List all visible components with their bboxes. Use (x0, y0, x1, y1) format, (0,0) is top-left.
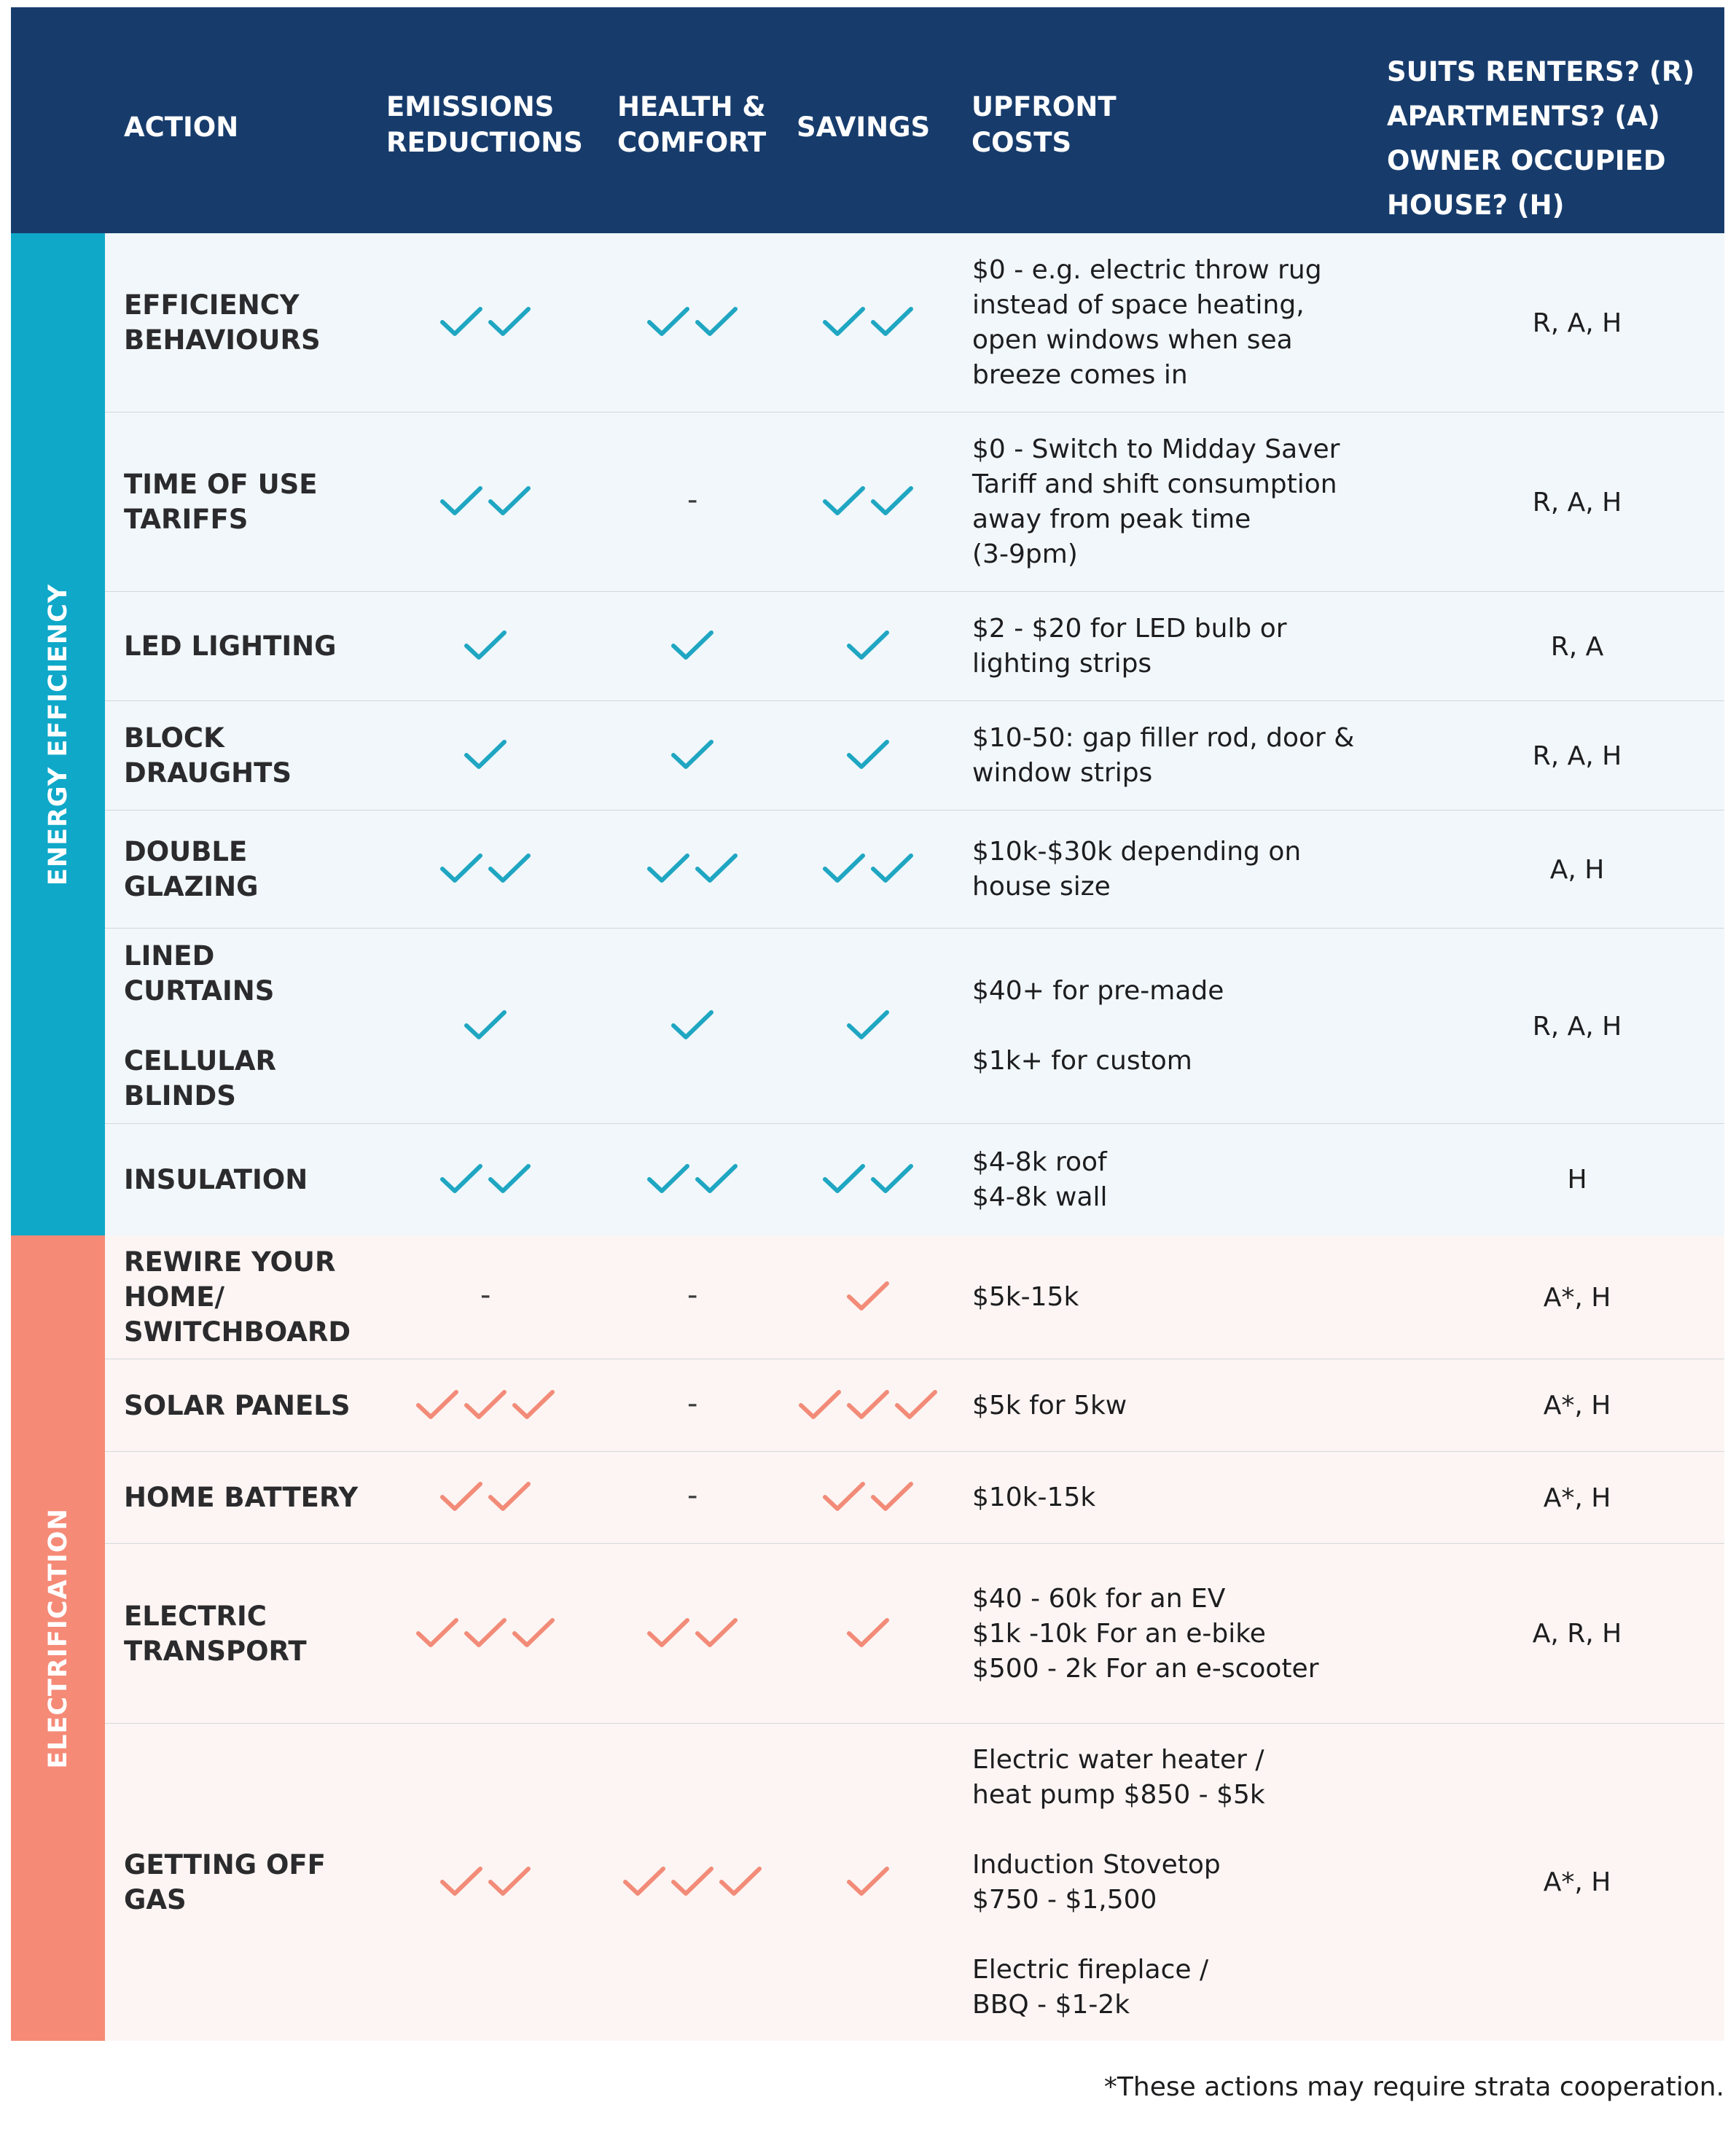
check-icon (825, 309, 863, 334)
header-action: ACTION (124, 112, 239, 143)
action-name: ELECTRIC TRANSPORT (124, 1600, 307, 1667)
suitability: R, A, H (1532, 1011, 1622, 1042)
action-name: TIME OF USE TARIFFS (124, 469, 318, 535)
emissions-rating (415, 1389, 555, 1430)
check-icon (466, 1392, 504, 1417)
header-upfront: UPFRONT COSTS (971, 91, 1117, 158)
check-icon (466, 1012, 504, 1037)
upfront-cost: $0 - e.g. electric throw rug instead of space heating, open windows when sea breeze comes in (972, 255, 1322, 390)
emissions-rating (439, 1163, 531, 1204)
check-icon (649, 1166, 687, 1191)
suitability: A, H (1549, 854, 1605, 885)
check-icon (849, 1620, 887, 1645)
health-rating (622, 1866, 762, 1907)
check-icon (849, 742, 887, 767)
table-row (105, 1452, 1724, 1544)
check-icon (849, 1012, 887, 1037)
table-row (105, 1124, 1724, 1235)
suitability: R, A (1550, 631, 1604, 662)
table-row (105, 1544, 1724, 1724)
group-band-energy-efficiency (11, 233, 105, 1235)
check-icon (849, 633, 887, 657)
check-icon (825, 1166, 863, 1191)
action-name: SOLAR PANELS (124, 1389, 351, 1421)
check-icon (825, 856, 863, 880)
check-icon (673, 633, 711, 657)
check-icon (466, 742, 504, 767)
action-name: BLOCK DRAUGHTS (124, 722, 292, 789)
emissions-none: - (480, 1278, 491, 1312)
table-row (105, 592, 1724, 701)
savings-rating (846, 630, 890, 671)
check-icon (442, 1166, 480, 1191)
table-row (105, 810, 1724, 929)
suitability: R, A, H (1532, 308, 1622, 338)
check-icon (697, 1166, 735, 1191)
table-row (105, 233, 1724, 413)
check-icon (673, 1012, 711, 1037)
savings-rating (822, 306, 914, 347)
check-icon (418, 1392, 456, 1417)
check-icon (490, 1166, 528, 1191)
check-icon (873, 1484, 911, 1509)
check-icon (490, 488, 528, 513)
table-row (105, 1724, 1724, 2041)
header-emissions: EMISSIONS REDUCTIONS (386, 91, 583, 158)
check-icon (697, 309, 735, 334)
check-icon (873, 309, 911, 334)
check-icon (418, 1620, 456, 1645)
emissions-rating (439, 1481, 531, 1522)
upfront-cost: $40+ for pre-made $1k+ for custom (972, 976, 1224, 1076)
health-rating (646, 853, 738, 894)
check-icon (849, 1869, 887, 1894)
check-icon (515, 1392, 552, 1417)
health-none: - (687, 1386, 698, 1421)
group-band-electrification (11, 1235, 105, 2041)
savings-rating (846, 1281, 890, 1321)
table-header (11, 7, 1724, 233)
upfront-cost: $2 - $20 for LED bulb or lighting strips (972, 614, 1287, 679)
upfront-cost: $5k-15k (972, 1282, 1079, 1312)
table-row (105, 413, 1724, 592)
upfront-cost: $10k-15k (972, 1483, 1096, 1512)
action-name: REWIRE YOUR HOME/ SWITCHBOARD (124, 1246, 351, 1348)
check-icon (849, 1392, 887, 1417)
check-icon (625, 1869, 663, 1894)
action-name: HOME BATTERY (124, 1482, 359, 1513)
savings-rating (846, 1009, 890, 1050)
upfront-cost: $0 - Switch to Midday Saver Tariff and shift consumption away from peak time (3-9pm) (972, 434, 1340, 569)
health-rating (670, 739, 714, 780)
check-icon (649, 309, 687, 334)
health-rating (646, 1163, 738, 1204)
check-icon (490, 1869, 528, 1894)
header-suits: SUITS RENTERS? (R) APARTMENTS? (A) OWNER OCCUPIED HOUSE? (H) (1387, 56, 1695, 221)
check-icon (649, 1620, 687, 1645)
check-icon (873, 856, 911, 880)
group-label-energy-efficiency: ENERGY EFFICIENCY (43, 583, 73, 886)
check-icon (442, 309, 480, 334)
health-rating (670, 1009, 714, 1050)
suitability: A*, H (1543, 1282, 1611, 1313)
suitability: H (1567, 1165, 1587, 1195)
suitability: A*, H (1543, 1483, 1611, 1513)
suitability: R, A, H (1532, 487, 1622, 517)
header-savings: SAVINGS (797, 112, 931, 143)
upfront-cost: $5k for 5kw (972, 1390, 1127, 1421)
check-icon (442, 1484, 480, 1509)
action-name: GETTING OFF GAS (124, 1848, 326, 1915)
emissions-rating (464, 739, 507, 780)
check-icon (697, 1620, 735, 1645)
check-icon (697, 856, 735, 880)
action-name: DOUBLE GLAZING (124, 836, 259, 902)
health-rating (646, 306, 738, 347)
check-icon (490, 309, 528, 334)
table-row (105, 1235, 1724, 1359)
emissions-rating (464, 630, 507, 671)
emissions-rating (415, 1617, 555, 1658)
savings-rating (846, 1617, 890, 1658)
health-rating (670, 630, 714, 671)
savings-rating (822, 1163, 914, 1204)
check-icon (490, 856, 528, 880)
check-icon (466, 1620, 504, 1645)
health-none: - (687, 1479, 698, 1512)
check-icon (515, 1620, 552, 1645)
check-icon (442, 856, 480, 880)
upfront-cost: $4-8k roof $4-8k wall (972, 1146, 1108, 1212)
action-name: EFFICIENCY BEHAVIOURS (124, 289, 321, 356)
savings-rating (798, 1389, 938, 1430)
health-none: - (687, 1278, 698, 1312)
footnote: *These actions may require strata cooperation. (1103, 2072, 1724, 2102)
action-name: LINED CURTAINS CELLULAR BLINDS (124, 940, 277, 1112)
suitability: A*, H (1543, 1867, 1611, 1897)
emissions-rating (439, 306, 531, 347)
check-icon (722, 1869, 759, 1894)
check-icon (490, 1484, 528, 1509)
emissions-rating (464, 1009, 507, 1050)
check-icon (649, 856, 687, 880)
suitability: R, A, H (1532, 741, 1622, 771)
savings-rating (846, 1866, 890, 1907)
upfront-cost: $10k-$30k depending on house size (972, 837, 1302, 902)
upfront-cost: Electric water heater / heat pump $850 - $5k Induction Stovetop $750 - $1,500 Electric fireplace / BBQ - $1-2k (972, 1744, 1265, 2020)
group-label-electrification: ELECTRIFICATION (43, 1507, 73, 1769)
check-icon (673, 742, 711, 767)
upfront-cost: $10-50: gap filler rod, door & window strips (972, 723, 1355, 788)
check-icon (849, 1284, 887, 1308)
upfront-cost: $40 - 60k for an EV $1k -10k For an e-bike $500 - 2k For an e-scooter (972, 1583, 1319, 1684)
suitability: A, R, H (1532, 1619, 1622, 1649)
emissions-rating (439, 1866, 531, 1907)
check-icon (801, 1392, 839, 1417)
check-icon (442, 488, 480, 513)
check-icon (466, 633, 504, 657)
emissions-rating (439, 853, 531, 894)
suitability: A*, H (1543, 1391, 1611, 1421)
savings-rating (822, 853, 914, 894)
header-health: HEALTH & COMFORT (617, 91, 767, 158)
check-icon (442, 1869, 480, 1894)
action-name: LED LIGHTING (124, 630, 337, 662)
table-row (105, 929, 1724, 1124)
check-icon (897, 1392, 935, 1417)
action-name: INSULATION (124, 1163, 308, 1195)
table-row (105, 701, 1724, 810)
table-row (105, 1359, 1724, 1452)
check-icon (673, 1869, 711, 1894)
check-icon (825, 488, 863, 513)
savings-rating (822, 485, 914, 526)
savings-rating (822, 1481, 914, 1522)
emissions-rating (439, 485, 531, 526)
health-none: - (687, 483, 698, 517)
savings-rating (846, 739, 890, 780)
check-icon (825, 1484, 863, 1509)
check-icon (873, 1166, 911, 1191)
health-rating (646, 1617, 738, 1658)
check-icon (873, 488, 911, 513)
